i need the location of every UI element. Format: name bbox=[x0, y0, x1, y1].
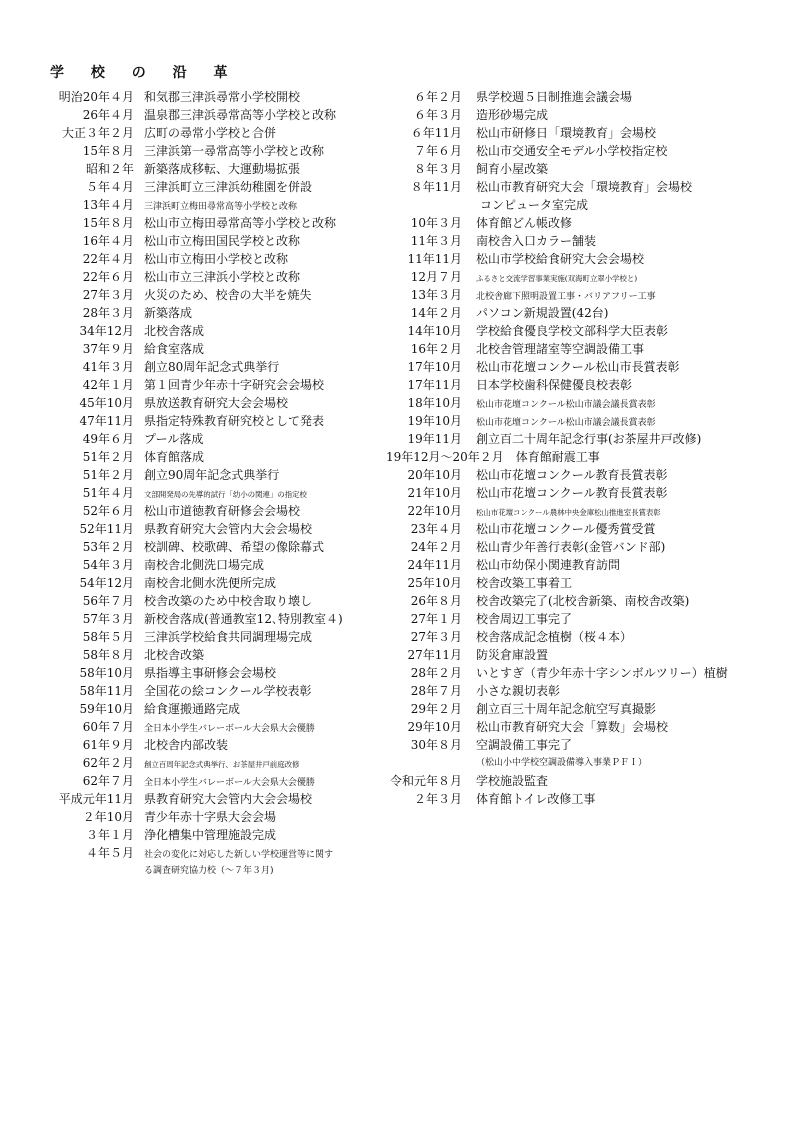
entry-date: 61年９月 bbox=[82, 738, 134, 752]
entry-date: 27年３月 bbox=[410, 630, 462, 644]
entry-date: 51年２月 bbox=[82, 450, 134, 464]
entry-event: 松山市幼保小関連教育訪問 bbox=[476, 558, 621, 572]
history-entry bbox=[54, 106, 384, 124]
history-entry bbox=[386, 736, 726, 754]
entry-event: 校舎落成記念植樹（桜４本） bbox=[476, 630, 633, 644]
entry-event: 19年12月～20年２月 体育館耐震工事 bbox=[386, 450, 600, 464]
history-entry bbox=[386, 358, 726, 376]
entry-date: 13年３月 bbox=[410, 288, 462, 302]
entry-date: 26年８月 bbox=[410, 594, 462, 608]
history-entry bbox=[386, 304, 726, 322]
entry-event: 松山市立梅田尋常高等小学校と改称 bbox=[144, 216, 337, 230]
history-entry bbox=[54, 718, 384, 736]
entry-event: 空調設備工事完了 bbox=[476, 738, 573, 752]
entry-event: 松山市花壇コンクール教育長賞表彰 bbox=[476, 468, 668, 482]
history-entry bbox=[386, 88, 726, 106]
entry-date: 27年１月 bbox=[410, 612, 462, 626]
entry-event: 創立百二十周年記念行事(お茶屋井戸改修) bbox=[476, 432, 702, 446]
history-entry bbox=[386, 448, 726, 466]
entry-event: 学校施設監査 bbox=[476, 774, 549, 788]
entry-event: コンピュータ室完成 bbox=[480, 198, 589, 212]
history-entry bbox=[54, 394, 384, 412]
entry-date: 27年11月 bbox=[407, 648, 462, 662]
history-entry bbox=[54, 610, 384, 628]
entry-event: 松山市花壇コンクール教育長賞表彰 bbox=[476, 486, 668, 500]
entry-event: 創立90周年記念式典挙行 bbox=[144, 468, 280, 482]
entry-date: 25年10月 bbox=[407, 576, 462, 590]
page-title: 学 校 の 沿 革 bbox=[50, 65, 239, 81]
entry-event: 青少年赤十字県大会会場 bbox=[144, 810, 277, 824]
entry-event: 社会の変化に対応した新しい学校運営等に関す bbox=[144, 850, 334, 860]
entry-event: 飼育小屋改築 bbox=[476, 162, 549, 176]
entry-event: 給食運搬通路完成 bbox=[144, 702, 241, 716]
entry-date: 56年７月 bbox=[82, 594, 134, 608]
entry-event: 新校舎落成(普通教室12､特別教室４) bbox=[144, 612, 343, 626]
history-entry bbox=[386, 574, 726, 592]
entry-event: 三津浜第一尋常高等小学校と改称 bbox=[144, 144, 325, 158]
entry-event: 松山市立梅田国民学校と改称 bbox=[144, 234, 301, 248]
entry-date: 29年10月 bbox=[407, 720, 462, 734]
entry-event: 給食室落成 bbox=[144, 342, 205, 356]
history-entry bbox=[386, 196, 726, 214]
entry-date: 19年11月 bbox=[407, 432, 462, 446]
entry-event: 校舎改築のため中校舎取り壊し bbox=[144, 594, 313, 608]
entry-event: 松山市花壇コンクール松山市長賞表彰 bbox=[476, 360, 680, 374]
history-entry bbox=[54, 412, 384, 430]
entry-date: 26年４月 bbox=[82, 108, 134, 122]
history-entry bbox=[54, 376, 384, 394]
entry-date: 17年10月 bbox=[407, 360, 462, 374]
entry-date: 58年11月 bbox=[79, 684, 134, 698]
history-entry bbox=[54, 286, 384, 304]
history-entry bbox=[386, 412, 726, 430]
entry-date: 22年10月 bbox=[407, 504, 462, 518]
entry-date: 17年11月 bbox=[407, 378, 462, 392]
entry-date: 14年２月 bbox=[410, 306, 462, 320]
history-entry bbox=[386, 376, 726, 394]
history-entry bbox=[54, 448, 384, 466]
entry-event: 松山市教育研究大会「環境教育」会場校 bbox=[476, 180, 693, 194]
entry-event: 校舎改築工事着工 bbox=[476, 576, 573, 590]
entry-event: 県学校週５日制推進会議会場 bbox=[476, 90, 633, 104]
entry-event: 北校舎内部改装 bbox=[144, 738, 229, 752]
entry-event: プール落成 bbox=[144, 432, 204, 446]
entry-event: 三津浜学校給食共同調理場完成 bbox=[144, 630, 313, 644]
entry-date: 54年３月 bbox=[82, 558, 134, 572]
entry-event: 創立百三十周年記念航空写真撮影 bbox=[476, 702, 657, 716]
entry-date: 昭和２年 bbox=[85, 162, 134, 176]
history-entry bbox=[54, 160, 384, 178]
entry-event: 松山市交通安全モデル小学校指定校 bbox=[476, 144, 668, 158]
entry-date: 47年11月 bbox=[79, 414, 134, 428]
history-entry bbox=[54, 340, 384, 358]
history-entry bbox=[54, 826, 384, 844]
history-entry bbox=[54, 214, 384, 232]
history-entry bbox=[54, 88, 384, 106]
entry-event: 松山市花壇コンクール松山市議会議長賞表彰 bbox=[476, 400, 656, 410]
entry-date: 大正３年２月 bbox=[61, 126, 134, 140]
entry-event: 創立80周年記念式典挙行 bbox=[144, 360, 280, 374]
entry-event: る調査研究協力校（～７年３月) bbox=[144, 866, 274, 876]
history-entry bbox=[386, 214, 726, 232]
entry-date: 49年６月 bbox=[82, 432, 134, 446]
entry-date: ４年５月 bbox=[85, 846, 134, 860]
entry-event: 火災のため、校舎の大半を焼失 bbox=[144, 288, 312, 302]
entry-date: ７年６月 bbox=[413, 144, 462, 158]
entry-date: ２年10月 bbox=[82, 810, 134, 824]
history-entry bbox=[386, 484, 726, 502]
entry-event: 文部開発局の先導的試行「幼小の関連」の指定校 bbox=[144, 490, 307, 499]
entry-event: 松山市道徳教育研修会会場校 bbox=[144, 504, 301, 518]
history-entry bbox=[386, 754, 726, 772]
entry-date: ８年11月 bbox=[410, 180, 462, 194]
entry-date: 58年10月 bbox=[79, 666, 134, 680]
entry-date: ２年３月 bbox=[413, 792, 462, 806]
history-entry bbox=[54, 502, 384, 520]
history-entry bbox=[386, 142, 726, 160]
history-entry bbox=[386, 160, 726, 178]
history-entry bbox=[54, 124, 384, 142]
entry-event: 体育館トイレ改修工事 bbox=[476, 792, 596, 806]
entry-event: 防災倉庫設置 bbox=[476, 648, 549, 662]
entry-event: 松山市花壇コンクール優秀賞受賞 bbox=[476, 522, 656, 536]
history-entry bbox=[386, 790, 726, 808]
history-entry bbox=[386, 664, 726, 682]
entry-event: 北校舎改築 bbox=[144, 648, 205, 662]
entry-event: 全日本小学生バレーボール大会県大会優勝 bbox=[144, 724, 315, 734]
history-entry bbox=[386, 286, 726, 304]
entry-event: 北校舎落成 bbox=[144, 324, 205, 338]
entry-date: 14年10月 bbox=[407, 324, 462, 338]
entry-event: 松山市研修日「環境教育」会場校 bbox=[476, 126, 657, 140]
entry-date: ６年２月 bbox=[413, 90, 462, 104]
entry-date: 28年７月 bbox=[410, 684, 462, 698]
history-entry bbox=[54, 304, 384, 322]
entry-date: 41年３月 bbox=[82, 360, 134, 374]
history-entry bbox=[54, 322, 384, 340]
history-entry bbox=[54, 466, 384, 484]
entry-date: 37年９月 bbox=[82, 342, 134, 356]
entry-event: 小さな親切表彰 bbox=[476, 684, 561, 698]
entry-event: 日本学校歯科保健優良校表彰 bbox=[476, 378, 633, 392]
entry-event: 松山市立梅田小学校と改称 bbox=[144, 252, 289, 266]
entry-event: 松山市学校給食研究大会会場校 bbox=[476, 252, 645, 266]
history-entry bbox=[54, 196, 384, 214]
history-entry bbox=[386, 610, 726, 628]
entry-event: 北校舎廊下照明設置工事・バリアフリー工事 bbox=[476, 292, 656, 302]
history-entry bbox=[54, 268, 384, 286]
entry-date: ６年11月 bbox=[410, 126, 462, 140]
entry-event: 松山市花壇コンクール松山市議会議長賞表彰 bbox=[476, 418, 656, 428]
history-entry bbox=[54, 574, 384, 592]
history-entry bbox=[54, 790, 384, 808]
entry-event: 新築落成移転、大運動場拡張 bbox=[144, 162, 301, 176]
history-entry bbox=[386, 340, 726, 358]
entry-date: 18年10月 bbox=[407, 396, 462, 410]
entry-date: 62年７月 bbox=[82, 774, 134, 788]
entry-date: 13年４月 bbox=[82, 198, 134, 212]
entry-date: 15年８月 bbox=[82, 216, 134, 230]
entry-date: 51年４月 bbox=[82, 486, 134, 500]
history-entry bbox=[386, 700, 726, 718]
entry-event: 県教育研究大会管内大会会場校 bbox=[144, 522, 313, 536]
history-entry bbox=[386, 772, 726, 790]
entry-date: 令和元年８月 bbox=[389, 774, 462, 788]
history-entry bbox=[54, 520, 384, 538]
history-entry bbox=[386, 250, 726, 268]
entry-event: 南校舎北側水洗便所完成 bbox=[144, 576, 277, 590]
history-entry bbox=[54, 664, 384, 682]
history-entry bbox=[54, 628, 384, 646]
entry-date: 22年６月 bbox=[82, 270, 134, 284]
entry-event: 北校舎管理諸室等空調設備工事 bbox=[476, 342, 645, 356]
entry-date: ６年３月 bbox=[413, 108, 462, 122]
entry-event: 松山市立三津浜小学校と改称 bbox=[144, 270, 301, 284]
history-entry bbox=[54, 178, 384, 196]
history-entry bbox=[54, 142, 384, 160]
history-entry bbox=[386, 106, 726, 124]
history-entry bbox=[54, 844, 384, 862]
entry-date: 平成元年11月 bbox=[58, 792, 134, 806]
history-entry bbox=[54, 862, 384, 880]
entry-date: 42年１月 bbox=[82, 378, 134, 392]
entry-date: 59年10月 bbox=[79, 702, 134, 716]
entry-date: 24年２月 bbox=[410, 540, 462, 554]
history-column-left bbox=[54, 88, 384, 880]
entry-event: 体育館落成 bbox=[144, 450, 205, 464]
entry-event: パソコン新規設置(42台) bbox=[476, 306, 609, 320]
entry-event: 体育館どん帳改修 bbox=[476, 216, 573, 230]
entry-event: 県教育研究大会管内大会会場校 bbox=[144, 792, 313, 806]
entry-date: 52年11月 bbox=[79, 522, 134, 536]
entry-event: 県指定特殊教育研究校として発表 bbox=[144, 414, 325, 428]
entry-event: （松山小中学校空調設備導入事業ＰＦＩ） bbox=[476, 758, 648, 768]
entry-date: 19年10月 bbox=[407, 414, 462, 428]
entry-date: 52年６月 bbox=[82, 504, 134, 518]
history-entry bbox=[54, 772, 384, 790]
entry-date: 16年４月 bbox=[82, 234, 134, 248]
entry-event: 南校舎入口カラー舗装 bbox=[476, 234, 597, 248]
history-entry bbox=[54, 736, 384, 754]
history-entry bbox=[54, 700, 384, 718]
entry-event: 県指導主事研修会会場校 bbox=[144, 666, 277, 680]
entry-event: いとすぎ（青少年赤十字シンボルツリー）植樹 bbox=[476, 666, 728, 680]
entry-event: 新築落成 bbox=[144, 306, 193, 320]
entry-date: ５年４月 bbox=[85, 180, 134, 194]
entry-date: 51年２月 bbox=[82, 468, 134, 482]
history-entry bbox=[386, 232, 726, 250]
entry-date: 34年12月 bbox=[79, 324, 134, 338]
entry-date: ８年３月 bbox=[413, 162, 462, 176]
history-entry bbox=[54, 754, 384, 772]
entry-date: 28年３月 bbox=[82, 306, 134, 320]
history-entry bbox=[386, 430, 726, 448]
entry-date: 29年２月 bbox=[410, 702, 462, 716]
history-entry bbox=[386, 718, 726, 736]
entry-date: 28年２月 bbox=[410, 666, 462, 680]
history-column-right bbox=[386, 88, 726, 808]
history-entry bbox=[386, 394, 726, 412]
entry-date: 57年３月 bbox=[82, 612, 134, 626]
history-entry bbox=[54, 682, 384, 700]
entry-date: 54年12月 bbox=[79, 576, 134, 590]
entry-event: 南校舎北側洗口場完成 bbox=[144, 558, 265, 572]
entry-event: 松山市花壇コンクール農林中央金庫松山推進室長賞表彰 bbox=[476, 508, 661, 517]
entry-event: 三津浜町立三津浜幼稚園を併設 bbox=[144, 180, 313, 194]
entry-event: 浄化槽集中管理施設完成 bbox=[144, 828, 277, 842]
history-entry bbox=[54, 592, 384, 610]
history-entry bbox=[386, 322, 726, 340]
entry-date: 24年11月 bbox=[407, 558, 462, 572]
entry-event: 松山市教育研究大会「算数」会場校 bbox=[476, 720, 669, 734]
entry-event: 松山青少年善行表彰(金管バンド部) bbox=[476, 540, 666, 554]
entry-event: 和気郡三津浜尋常小学校開校 bbox=[144, 90, 301, 104]
entry-date: ３年１月 bbox=[85, 828, 134, 842]
entry-event: 県放送教育研究大会会場校 bbox=[144, 396, 289, 410]
entry-date: 45年10月 bbox=[79, 396, 134, 410]
entry-event: 三津浜町立梅田尋常高等小学校と改称 bbox=[144, 202, 298, 212]
entry-event: 学校給食優良学校文部科学大臣表彰 bbox=[476, 324, 669, 338]
history-entry bbox=[386, 682, 726, 700]
history-entry bbox=[54, 232, 384, 250]
history-entry bbox=[386, 520, 726, 538]
entry-date: 21年10月 bbox=[407, 486, 462, 500]
entry-event: ふるさと交流学習事業実施(双海町立翠小学校と) bbox=[476, 274, 638, 283]
history-entry bbox=[386, 538, 726, 556]
history-entry bbox=[386, 556, 726, 574]
entry-date: 53年２月 bbox=[82, 540, 134, 554]
history-entry bbox=[54, 430, 384, 448]
entry-date: 11年11月 bbox=[407, 252, 462, 266]
history-entry bbox=[54, 484, 384, 502]
history-entry bbox=[386, 592, 726, 610]
entry-date: 11年３月 bbox=[410, 234, 462, 248]
history-entry bbox=[386, 124, 726, 142]
entry-event: 第１回青少年赤十字研究会会場校 bbox=[144, 378, 325, 392]
entry-event: 校舎周辺工事完了 bbox=[476, 612, 573, 626]
history-entry bbox=[386, 268, 726, 286]
entry-date: 23年４月 bbox=[410, 522, 462, 536]
history-entry bbox=[54, 538, 384, 556]
entry-date: 58年５月 bbox=[82, 630, 134, 644]
history-entry bbox=[54, 808, 384, 826]
entry-event: 全国花の絵コンクール学校表彰 bbox=[144, 684, 312, 698]
entry-event: 校訓碑、校歌碑、希望の像除幕式 bbox=[144, 540, 325, 554]
history-entry bbox=[54, 250, 384, 268]
history-entry bbox=[54, 556, 384, 574]
entry-event: 全日本小学生バレーボール大会県大会優勝 bbox=[144, 778, 315, 788]
history-entry bbox=[386, 466, 726, 484]
entry-date: 58年８月 bbox=[82, 648, 134, 662]
entry-date: 明治20年４月 bbox=[58, 90, 134, 104]
entry-date: 12月７月 bbox=[410, 270, 462, 284]
history-entry bbox=[386, 646, 726, 664]
entry-event: 創立百周年記念式典挙行、お茶屋井戸前庭改修 bbox=[144, 760, 300, 769]
entry-event: 広町の尋常小学校と合併 bbox=[144, 126, 277, 140]
history-entry bbox=[54, 646, 384, 664]
entry-event: 温泉郡三津浜尋常高等小学校と改称 bbox=[144, 108, 337, 122]
history-entry bbox=[386, 628, 726, 646]
history-entry bbox=[54, 358, 384, 376]
history-entry bbox=[386, 502, 726, 520]
entry-date: 60年７月 bbox=[82, 720, 134, 734]
entry-event: 校舎改築完了(北校舎新築、南校舎改築) bbox=[476, 594, 690, 608]
entry-date: 16年２月 bbox=[410, 342, 462, 356]
entry-event: 造形砂場完成 bbox=[476, 108, 549, 122]
entry-date: 10年３月 bbox=[410, 216, 462, 230]
entry-date: 22年４月 bbox=[82, 252, 134, 266]
entry-date: 20年10月 bbox=[407, 468, 462, 482]
entry-date: 62年２月 bbox=[82, 756, 134, 770]
entry-date: 15年８月 bbox=[82, 144, 134, 158]
entry-date: 30年８月 bbox=[410, 738, 462, 752]
entry-date: 27年３月 bbox=[82, 288, 134, 302]
history-entry bbox=[386, 178, 726, 196]
